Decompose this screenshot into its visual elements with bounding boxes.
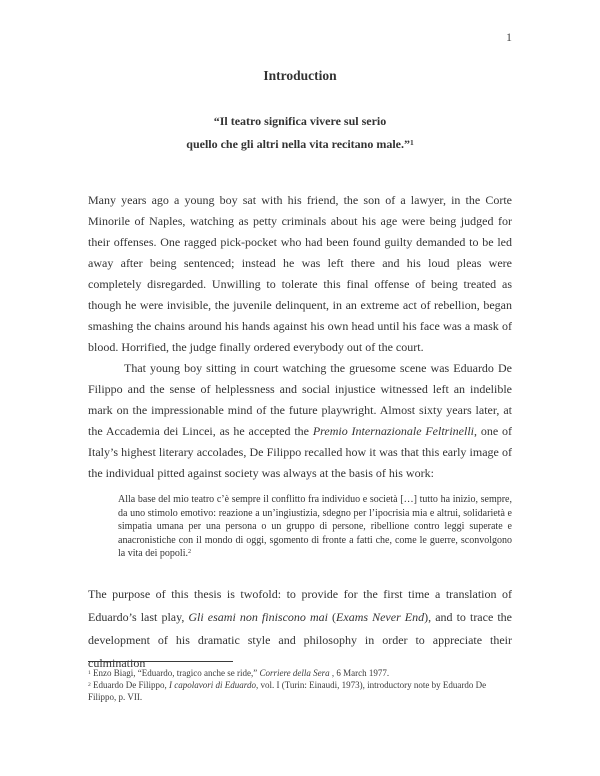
footnote-2-source-italic: I capolavori di Eduardo xyxy=(169,680,256,690)
paragraph-3-text-a: The purpose of this thesis is twofold: to provide for the first time a translation of Eduardo’s last play, xyxy=(88,586,512,624)
footnote-area xyxy=(88,661,512,703)
footnote-2 xyxy=(88,679,512,703)
paragraph-3-text-c: ), and to trace the development of his dramatic style and philosophy in order to appreciate their culmination xyxy=(88,609,513,670)
block-quote xyxy=(118,493,512,561)
footnote-1-text-a: Enzo Biagi, “Eduardo, tragico anche se ride,” xyxy=(93,668,260,678)
footnote-1-text-b: , 6 March 1977. xyxy=(329,668,390,678)
footnote-rule xyxy=(88,661,233,662)
page-title: Introduction xyxy=(263,68,337,83)
epigraph-footnote-ref: 1 xyxy=(410,137,414,147)
translation-title-italic: Exams Never End xyxy=(336,609,425,624)
paragraph-2 xyxy=(88,358,512,484)
footnote-2-text-b: , vol. I (Turin: Einaudi, 1973), introductory note by Eduardo De Filippo, p. VII. xyxy=(88,680,487,702)
epigraph-line-2 xyxy=(88,133,512,156)
epigraph-line-2-text: quello che gli altri nella vita recitano male.” xyxy=(186,137,411,151)
award-title-italic: Premio Internazionale Feltrinelli xyxy=(312,424,475,438)
page-content xyxy=(88,0,512,675)
paragraph-2-text-a: That young boy sitting in court watching the gruesome scene was Eduardo De Filippo and the sense of helplessness and social injustice witnessed left an indelible mark on the impressionable mind of the future playwright. Almost sixty years later, at the Accademia dei Lincei, as he accepted the xyxy=(88,361,512,438)
footnote-2-text-a: Eduardo De Filippo, xyxy=(93,680,170,690)
play-title-italic: Gli esami non finiscono mai xyxy=(188,609,328,624)
epigraph xyxy=(88,110,512,156)
block-quote-text: Alla base del mio teatro c’è sempre il conflitto fra individuo e società […] tutto ha inizio, sempre, da uno stimolo emotivo: reazione a un’ingiustizia, sdegno per l’ipocrisia mia e altrui, solidarietà e simpatia umana per una persona o un gruppo di persone, ribellione contro leggi superate e anacronistiche con il mondo di oggi, sgomento di fronte a fatti che, come le guerre, sconvolgono la vita dei popoli. xyxy=(118,494,512,559)
paragraph-2-text-b: , one of Italy’s highest literary accolades, De Filippo recalled how it was that this early image of the individual pitted against society was always at the basis of his work: xyxy=(88,424,512,480)
epigraph-line-1: “Il teatro significa vivere sul serio xyxy=(213,114,387,128)
paragraph-1: Many years ago a young boy sat with his friend, the son of a lawyer, in the Corte Minorile of Naples, watching as petty criminals about his age were being judged for their offenses. One ragged pick-pocket who had been found guilty demanded to be led away after being sentenced; instead he was left there and his loud pleas were completely disregarded. Unwilling to tolerate this final offense of being treated as though he were invisible, the juvenile delinquent, in an extreme act of rebellion, began smashing the chains around his hands against his own head until his face was a mask of blood. Horrified, the judge finally ordered everybody out of the court. xyxy=(88,193,512,354)
footnote-2-ref: 2 xyxy=(88,681,91,688)
page-number: 1 xyxy=(506,30,512,44)
footnote-1 xyxy=(88,667,512,679)
footnote-1-ref: 1 xyxy=(88,669,91,676)
paragraph-3-text-b: ( xyxy=(327,609,337,624)
footnote-1-source-italic: Corriere della Sera xyxy=(259,668,330,678)
quote-footnote-ref: 2 xyxy=(188,548,192,556)
